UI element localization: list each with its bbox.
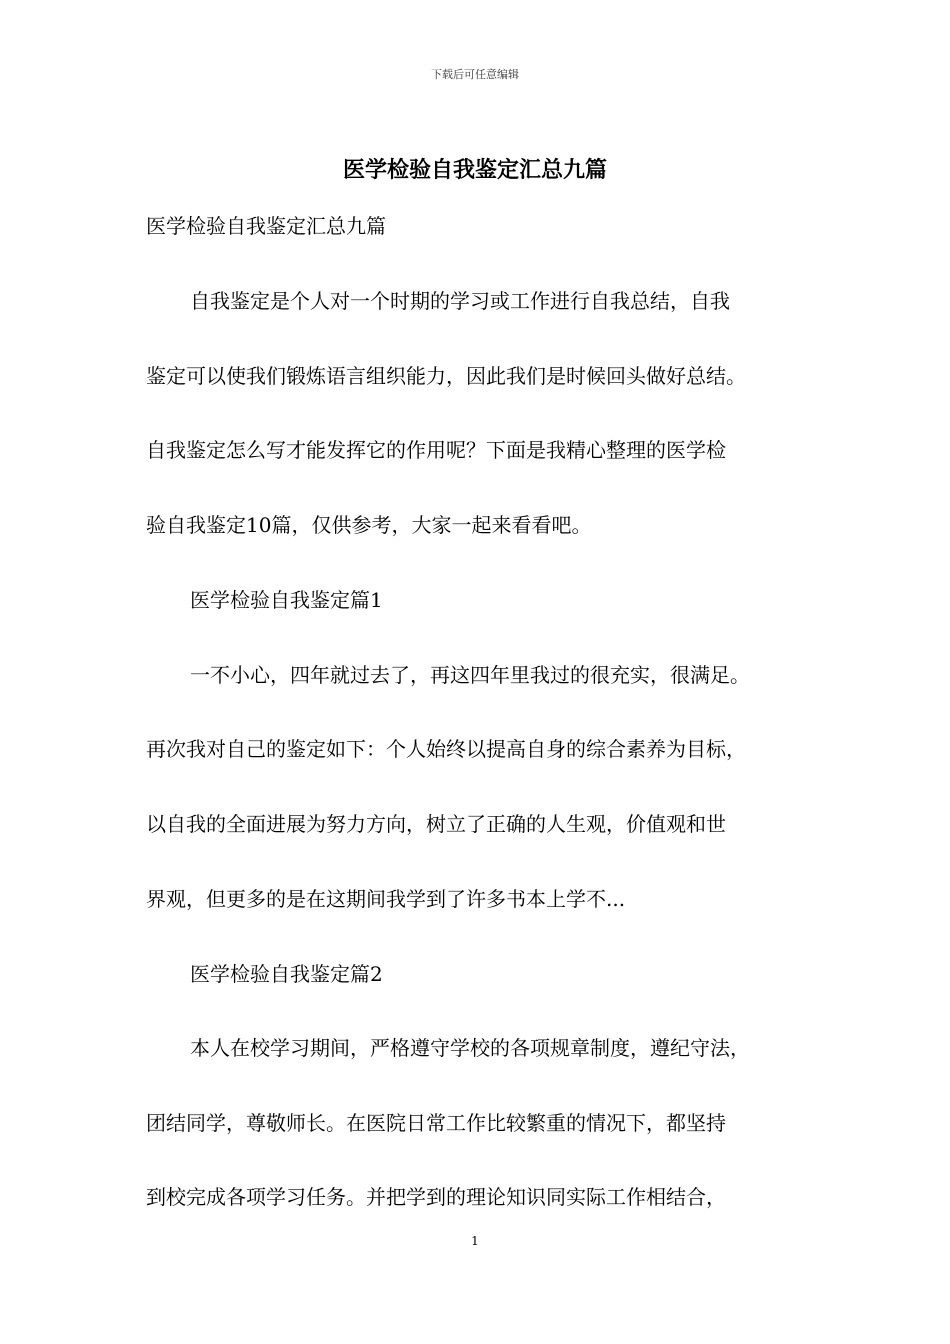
section1-line-4: 界观，但更多的是在这期间我学到了许多书本上学不... [146,887,626,911]
section1-line-2: 再次我对自己的鉴定如下：个人始终以提高自身的综合素养为目标， [146,737,746,761]
section2-line-3: 到校完成各项学习任务。并把学到的理论知识同实际工作相结合， [146,1185,726,1209]
section-heading-1: 医学检验自我鉴定篇1 [190,588,383,612]
intro-line-3: 自我鉴定怎么写才能发挥它的作用呢？下面是我精心整理的医学检 [146,438,726,462]
subtitle-line: 医学检验自我鉴定汇总九篇 [146,214,386,238]
page-number: 1 [471,1234,479,1248]
section2-line-1: 本人在校学习期间，严格遵守学校的各项规章制度，遵纪守法， [190,1036,750,1060]
section2-line-2: 团结同学，尊敬师长。在医院日常工作比较繁重的情况下，都坚持 [146,1111,726,1135]
header-note: 下载后可任意编辑 [431,68,519,81]
section1-line-1: 一不小心，四年就过去了，再这四年里我过的很充实，很满足。 [190,663,750,687]
intro-line-2: 鉴定可以使我们锻炼语言组织能力，因此我们是时候回头做好总结。 [146,364,746,388]
section1-line-3: 以自我的全面进展为努力方向，树立了正确的人生观，价值观和世 [146,812,726,836]
intro-line-4: 验自我鉴定10篇，仅供参考，大家一起来看看吧。 [146,513,592,537]
section-heading-2: 医学检验自我鉴定篇2 [190,962,383,986]
intro-line-1: 自我鉴定是个人对一个时期的学习或工作进行自我总结，自我 [190,289,730,313]
document-title: 医学检验自我鉴定汇总九篇 [342,157,607,183]
